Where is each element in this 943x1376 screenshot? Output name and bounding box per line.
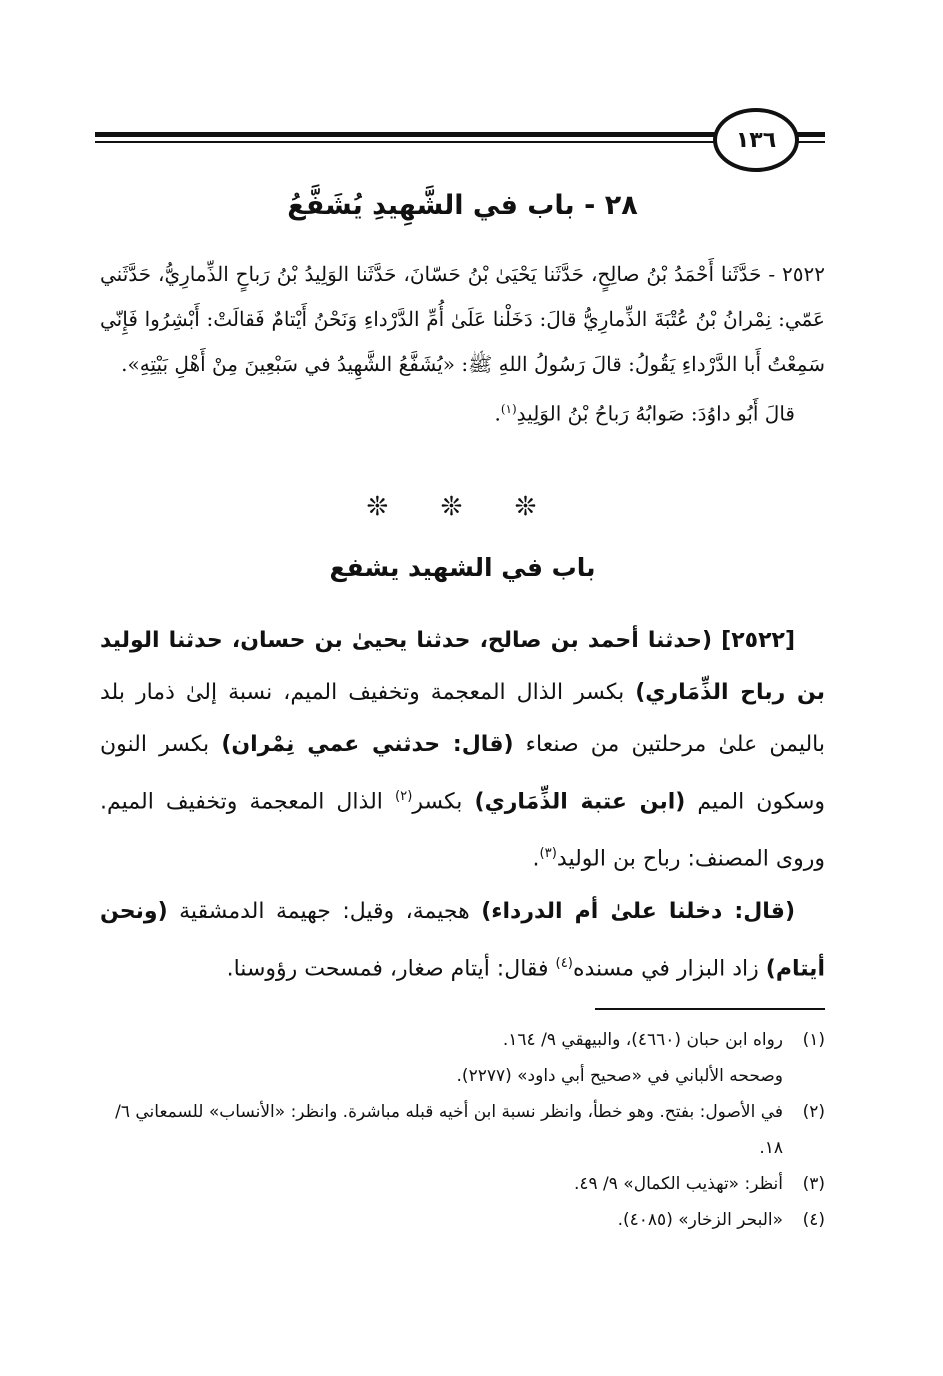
footnotes bbox=[100, 1022, 825, 1238]
header-rule bbox=[95, 132, 725, 137]
commentary-paragraph-1 bbox=[100, 615, 825, 886]
footnote-text: «البحر الزخار» (٤٠٨٥). bbox=[617, 1210, 783, 1230]
footnote-ref-4: (٤) bbox=[555, 955, 573, 971]
hadith-text bbox=[100, 252, 825, 437]
footnote-number: (٢) bbox=[802, 1102, 825, 1122]
header-rule-right-thin bbox=[795, 141, 825, 143]
page-header-ornament bbox=[95, 104, 825, 170]
plain-text: هجيمة، وقيل: جهيمة الدمشقية bbox=[167, 898, 482, 924]
plain-text: زاد البزار في مسنده bbox=[572, 955, 766, 981]
commentary-title: باب في الشهيد يشفع bbox=[329, 553, 596, 582]
plain-text: بكسر النون وسكون الميم bbox=[100, 732, 826, 815]
page-number: ١٣٦ bbox=[713, 108, 799, 172]
footnote-ref-3: (٣) bbox=[539, 846, 557, 862]
footnote-ref-2: (٢) bbox=[394, 789, 413, 804]
bold-text: (ونحن أيتام) bbox=[100, 898, 825, 981]
bold-text: (قال: حدثني عمي نِمْران) bbox=[221, 732, 514, 757]
footnote-text: في الأصول: بفتح. وهو خطأ، وانظر نسبة ابن أخيه قبله مباشرة. وانظر: «الأنساب» للسمعاني ٦/ ١٨. bbox=[115, 1102, 783, 1158]
footnote-3 bbox=[100, 1166, 825, 1202]
section-separator: ❊ ❊ ❊ bbox=[366, 492, 559, 522]
footnote-separator bbox=[595, 1008, 825, 1010]
note-end: . bbox=[494, 401, 501, 426]
footnote-text: أنظر: «تهذيب الكمال» ٩/ ٤٩. bbox=[573, 1174, 783, 1194]
plain-text: . bbox=[532, 846, 540, 872]
header-rule-thin bbox=[95, 141, 725, 143]
commentary-paragraph-2 bbox=[100, 886, 825, 995]
commentary-text bbox=[100, 615, 825, 995]
plain-text: فقال: أيتام صغار، فمسحت رؤوسنا. bbox=[226, 955, 556, 981]
footnote-2 bbox=[100, 1094, 825, 1166]
footnote-1 bbox=[100, 1022, 825, 1058]
footnote-number: (١) bbox=[802, 1030, 825, 1050]
footnote-1-continuation: وصححه الألباني في «صحيح أبي داود» (٢٢٧٧). bbox=[456, 1066, 783, 1086]
bold-text: (قال: دخلنا علىٰ أم الدرداء) bbox=[481, 898, 795, 924]
abu-dawud-note bbox=[100, 387, 825, 437]
footnote-number: (٤) bbox=[802, 1210, 825, 1230]
hadith-body: ٢٥٢٢ - حَدَّثَنا أَحْمَدُ بْنُ صالِحٍ، حَدَّثَنا يَحْيَىٰ بْنُ حَسّانَ، حَدَّثَنا الوَلِيدُ بْنُ رَباحٍ الذِّمارِيُّ، حَدَّثَني عَمّي: نِمْرانُ بْنُ عُتْبَةَ الذِّمارِيُّ قالَ: دَخَلْنا عَلَىٰ أُمِّ الدَّرْداءِ وَنَحْنُ أَيْتامٌ فَقالَتْ: أَبْشِرُوا فَإِنّي سَمِعْتُ أَبا الدَّرْداءِ يَقُولُ: قالَ رَسُولُ اللهِ ﷺ: «يُشَفَّعُ الشَّهِيدُ في سَبْعِينَ مِنْ أَهْلِ بَيْتِهِ». bbox=[100, 262, 825, 376]
plain-text: الذال المعجمة وتخفيف الميم. وروى المصنف: رباح بن الوليد bbox=[100, 789, 825, 872]
bold-text: (ابن عتبة الذِّمَاري) bbox=[474, 789, 686, 815]
footnote-4 bbox=[100, 1202, 825, 1238]
bold-text: [٢٥٢٢] (حدثنا أحمد بن صالح، حدثنا يحيىٰ بن حسان، حدثنا الوليد بن رباح الذِّمَاري) bbox=[100, 628, 825, 705]
note-text: قالَ أَبُو داوُدَ: صَوابُهُ رَباحُ بْنُ الوَلِيدِ bbox=[516, 401, 795, 426]
header-rule-right bbox=[795, 132, 825, 137]
plain-text: بكسر الذال المعجمة وتخفيف الميم، نسبة إلىٰ ذمار بلد باليمن علىٰ مرحلتين من صنعاء bbox=[100, 680, 825, 757]
footnote-text: رواه ابن حبان (٤٦٦٠)، والبيهقي ٩/ ١٦٤. bbox=[502, 1030, 783, 1050]
plain-text: بكسر bbox=[412, 789, 475, 815]
footnote-number: (٣) bbox=[802, 1174, 825, 1194]
footnote-ref-1: (١) bbox=[500, 402, 517, 416]
chapter-title: ٢٨ - باب في الشَّهِيدِ يُشَفَّعُ bbox=[287, 190, 638, 221]
